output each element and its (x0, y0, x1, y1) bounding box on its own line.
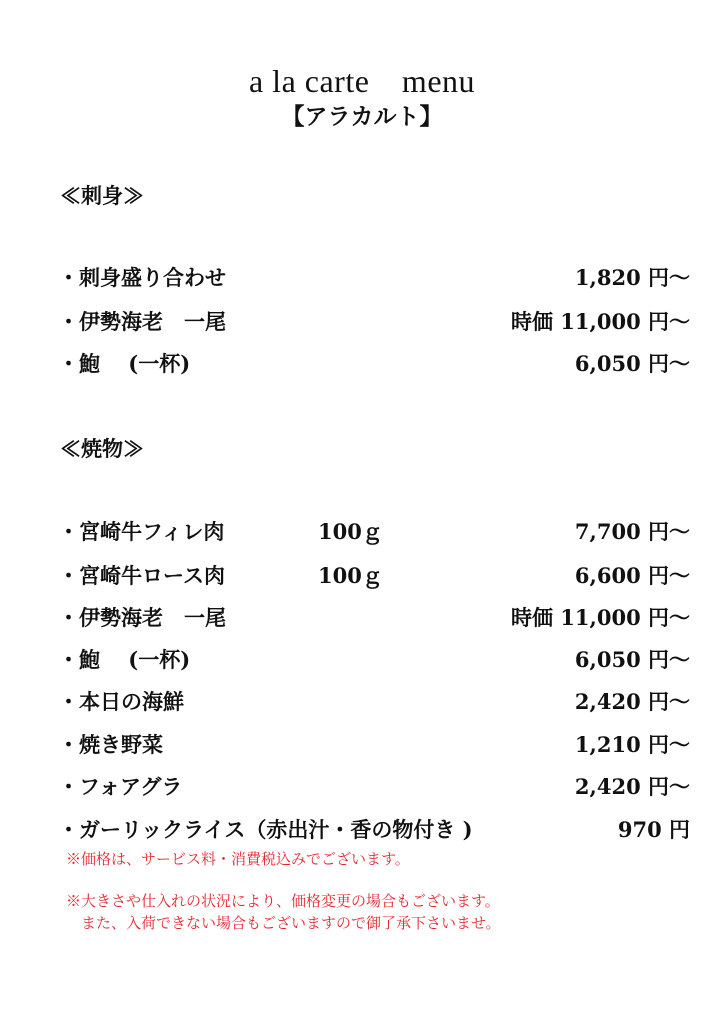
item-price: 1,210 円～ (574, 732, 690, 757)
item-price: 時価 11,000 円～ (511, 309, 690, 334)
item-price: 6,050 円～ (574, 351, 690, 376)
menu-item (58, 516, 690, 548)
item-name: ・刺身盛り合わせ (58, 265, 226, 290)
menu-item (58, 729, 690, 761)
item-name: ・鮑 (一杯) (58, 351, 191, 376)
menu-item (58, 644, 690, 676)
menu-item (58, 771, 690, 803)
item-price: 6,600 円～ (574, 563, 690, 588)
item-price: 時価 11,000 円～ (511, 605, 690, 630)
menu-item (58, 814, 690, 846)
menu-item (58, 348, 690, 380)
item-name: ・ガーリックライス（赤出汁・香の物付き ) (58, 817, 473, 842)
item-name: ・フォアグラ (58, 774, 183, 799)
item-name: ・伊勢海老 一尾 (58, 605, 226, 630)
item-name: ・宮崎牛ロース肉 (58, 563, 225, 588)
menu-title: a la carte menu (248, 63, 476, 99)
item-name: ・伊勢海老 一尾 (58, 309, 226, 334)
tax-note: ※価格は、サービス料・消費税込みでございます。 (66, 850, 410, 868)
menu-item (58, 602, 690, 634)
item-price: 6,050 円～ (574, 647, 690, 672)
menu-subtitle: 【アラカルト】 (281, 103, 443, 130)
menu-item (58, 686, 690, 718)
item-price: 2,420 円～ (574, 774, 690, 799)
price-change-note-line2: また、入荷できない場合もございますので御了承下さいませ。 (66, 914, 501, 932)
item-price: 1,820 円～ (574, 265, 690, 290)
menu-item (58, 262, 690, 294)
item-name: ・本日の海鮮 (58, 689, 184, 714)
item-weight: 100ｇ (318, 519, 383, 544)
item-name: ・鮑 (一杯) (58, 647, 191, 672)
item-weight: 100ｇ (318, 563, 383, 588)
section-sashimi-heading: ≪刺身≫ (60, 183, 144, 208)
section-grilled-heading: ≪焼物≫ (60, 436, 144, 461)
item-price: 970 円 (617, 817, 690, 842)
item-price: 2,420 円～ (574, 689, 690, 714)
menu-item (58, 560, 690, 592)
item-price: 7,700 円～ (574, 519, 690, 544)
menu-item (58, 306, 690, 338)
item-name: ・宮崎牛フィレ肉 (58, 519, 225, 544)
item-name: ・焼き野菜 (58, 732, 163, 757)
price-change-note-line1: ※大きさや仕入れの状況により、価格変更の場合もございます。 (66, 892, 500, 910)
